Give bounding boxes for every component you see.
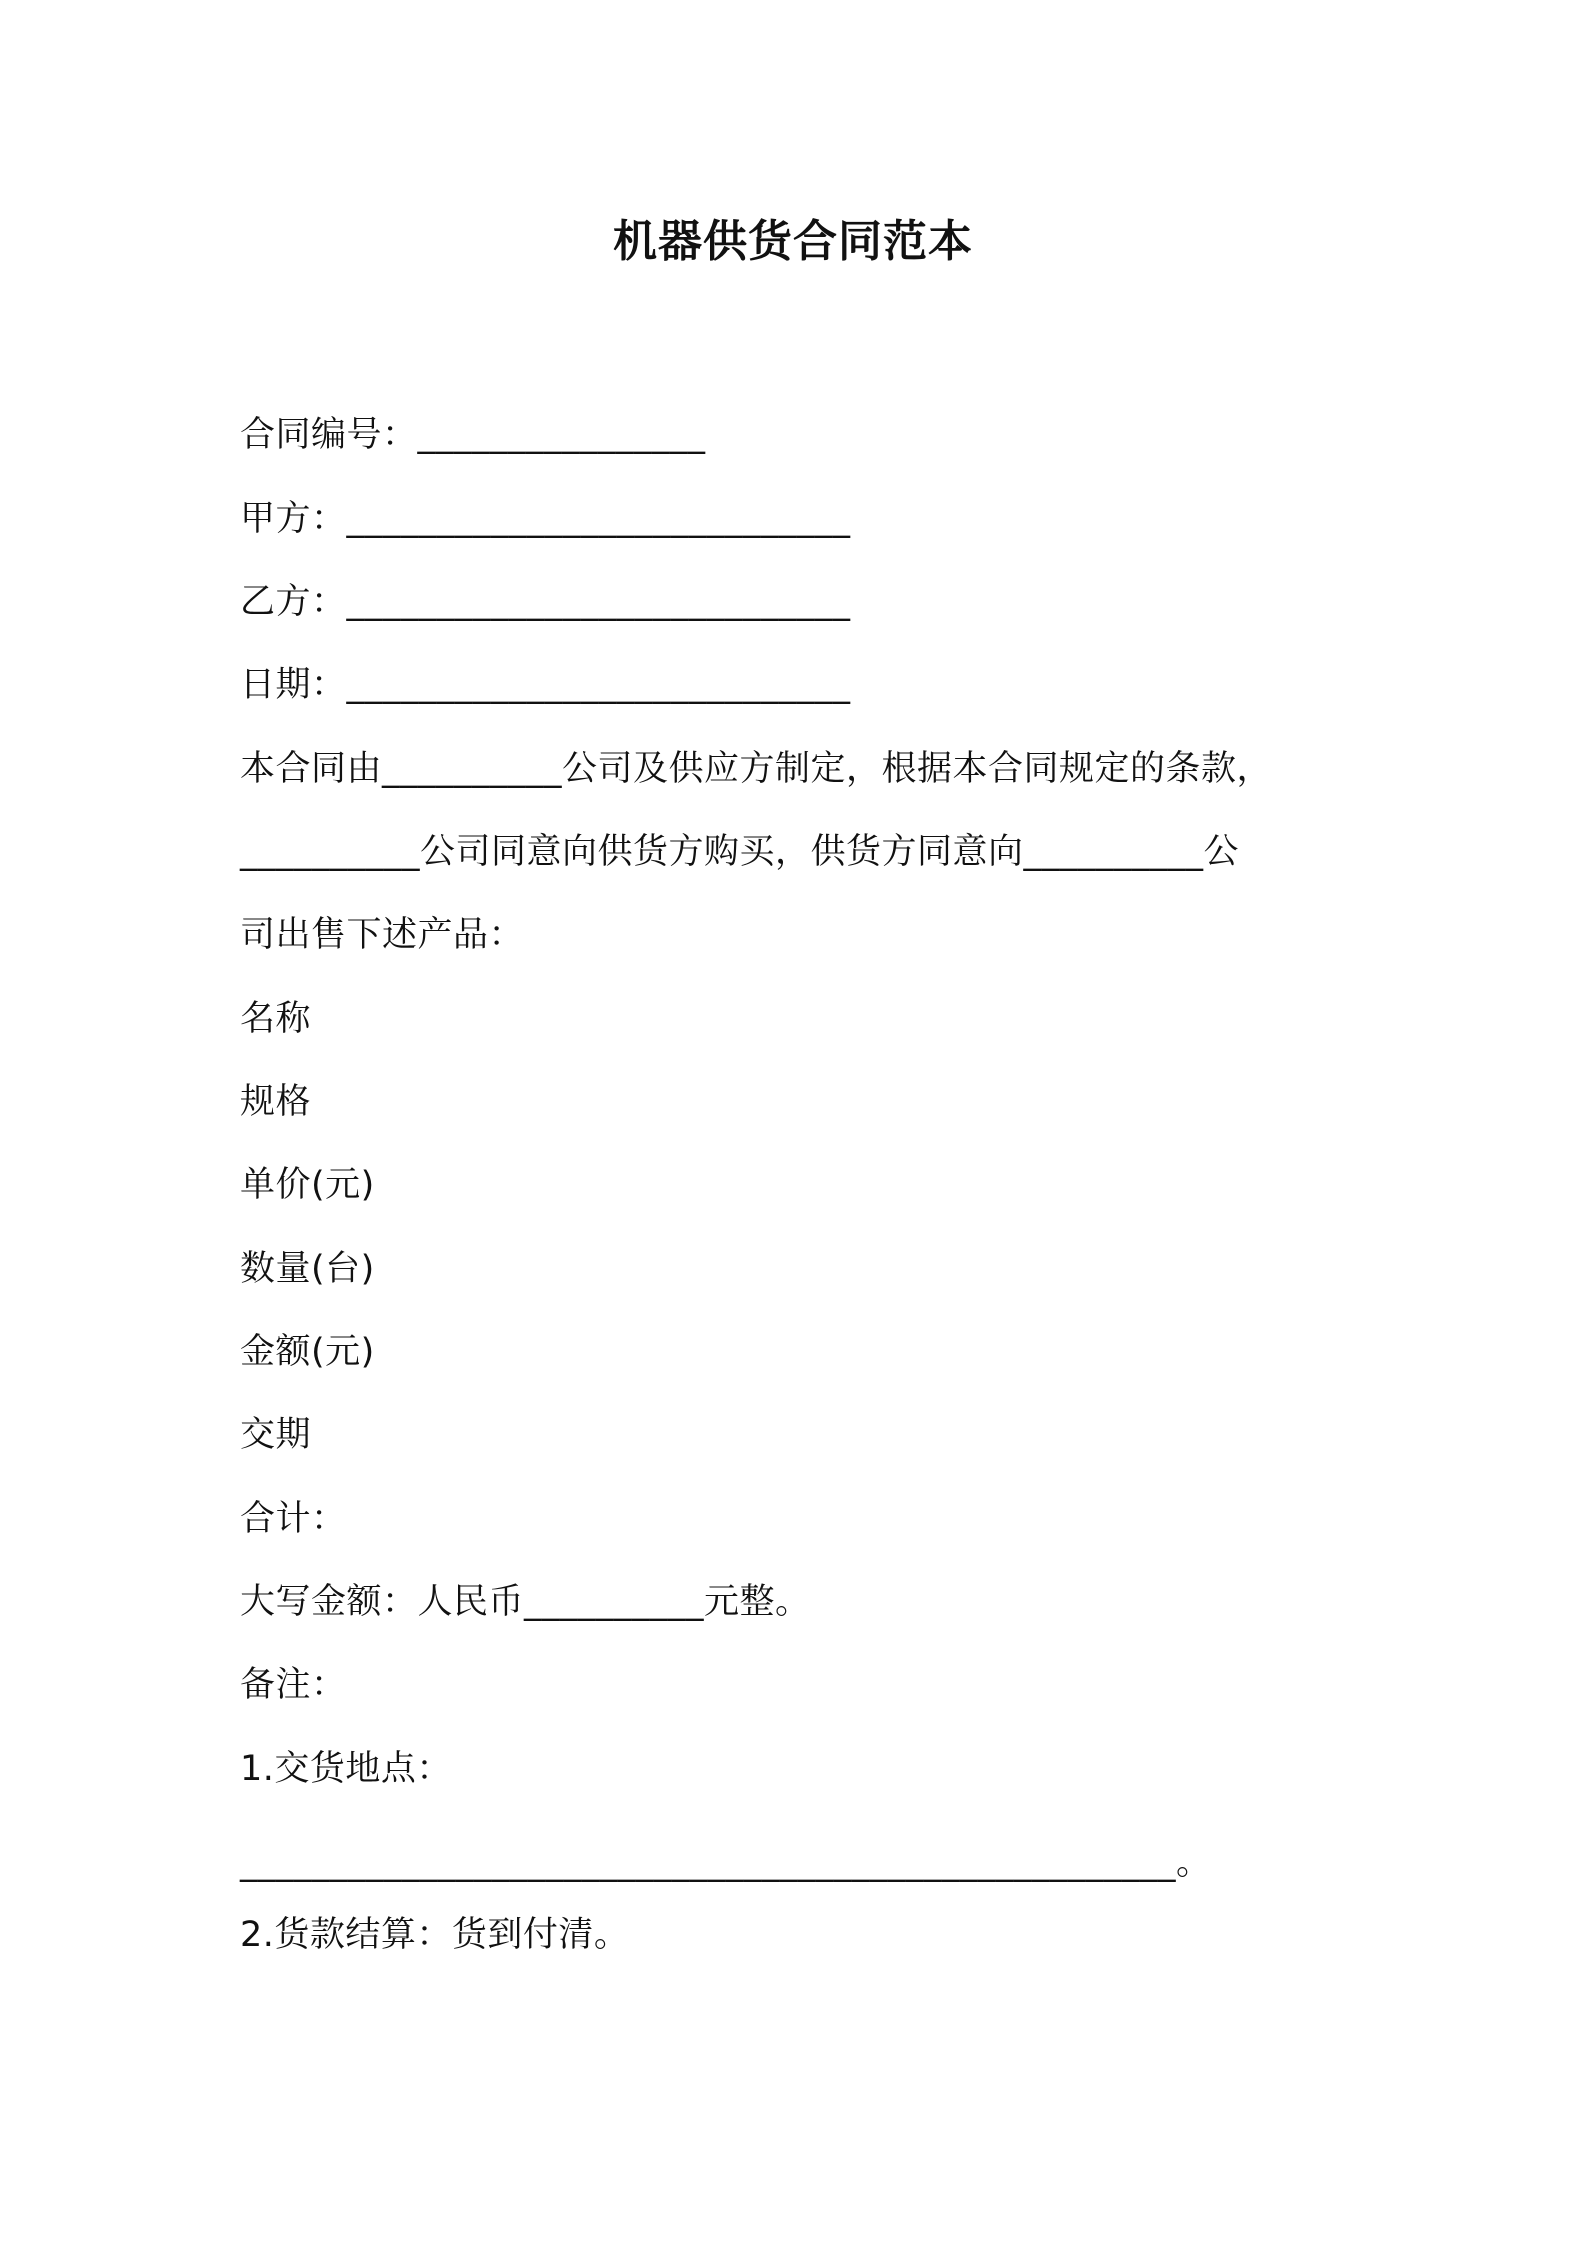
payment-settlement-line: 2.货款结算：货到付清。 [240, 1915, 630, 1955]
contract-number-line: 合同编号：________________ [240, 415, 706, 455]
document-title: 机器供货合同范本 [613, 216, 973, 267]
party-a-line: 甲方：____________________________ [240, 499, 851, 539]
remarks-label: 备注： [240, 1665, 347, 1705]
total-label: 合计： [240, 1499, 347, 1539]
item-spec-label: 规格 [240, 1082, 312, 1122]
body-paragraph-line-2: __________公司同意向供货方购买，供货方同意向__________公 [240, 832, 1240, 872]
party-b-line: 乙方：____________________________ [240, 582, 851, 622]
item-name-label: 名称 [240, 999, 312, 1039]
amount-label: 金额(元) [240, 1332, 375, 1372]
body-paragraph-line-3: 司出售下述产品： [240, 915, 525, 955]
body-paragraph-line-1: 本合同由__________公司及供应方制定，根据本合同规定的条款， [240, 749, 1273, 789]
delivery-date-label: 交期 [240, 1415, 312, 1455]
unit-price-label: 单价(元) [240, 1165, 375, 1205]
amount-in-words-line: 大写金额：人民币__________元整。 [240, 1582, 811, 1622]
delivery-location-label: 1.交货地点： [240, 1749, 452, 1789]
delivery-location-blank: ____________________________________________________。 [240, 1843, 1212, 1883]
quantity-label: 数量(台) [240, 1249, 375, 1289]
date-line: 日期：____________________________ [240, 665, 851, 705]
